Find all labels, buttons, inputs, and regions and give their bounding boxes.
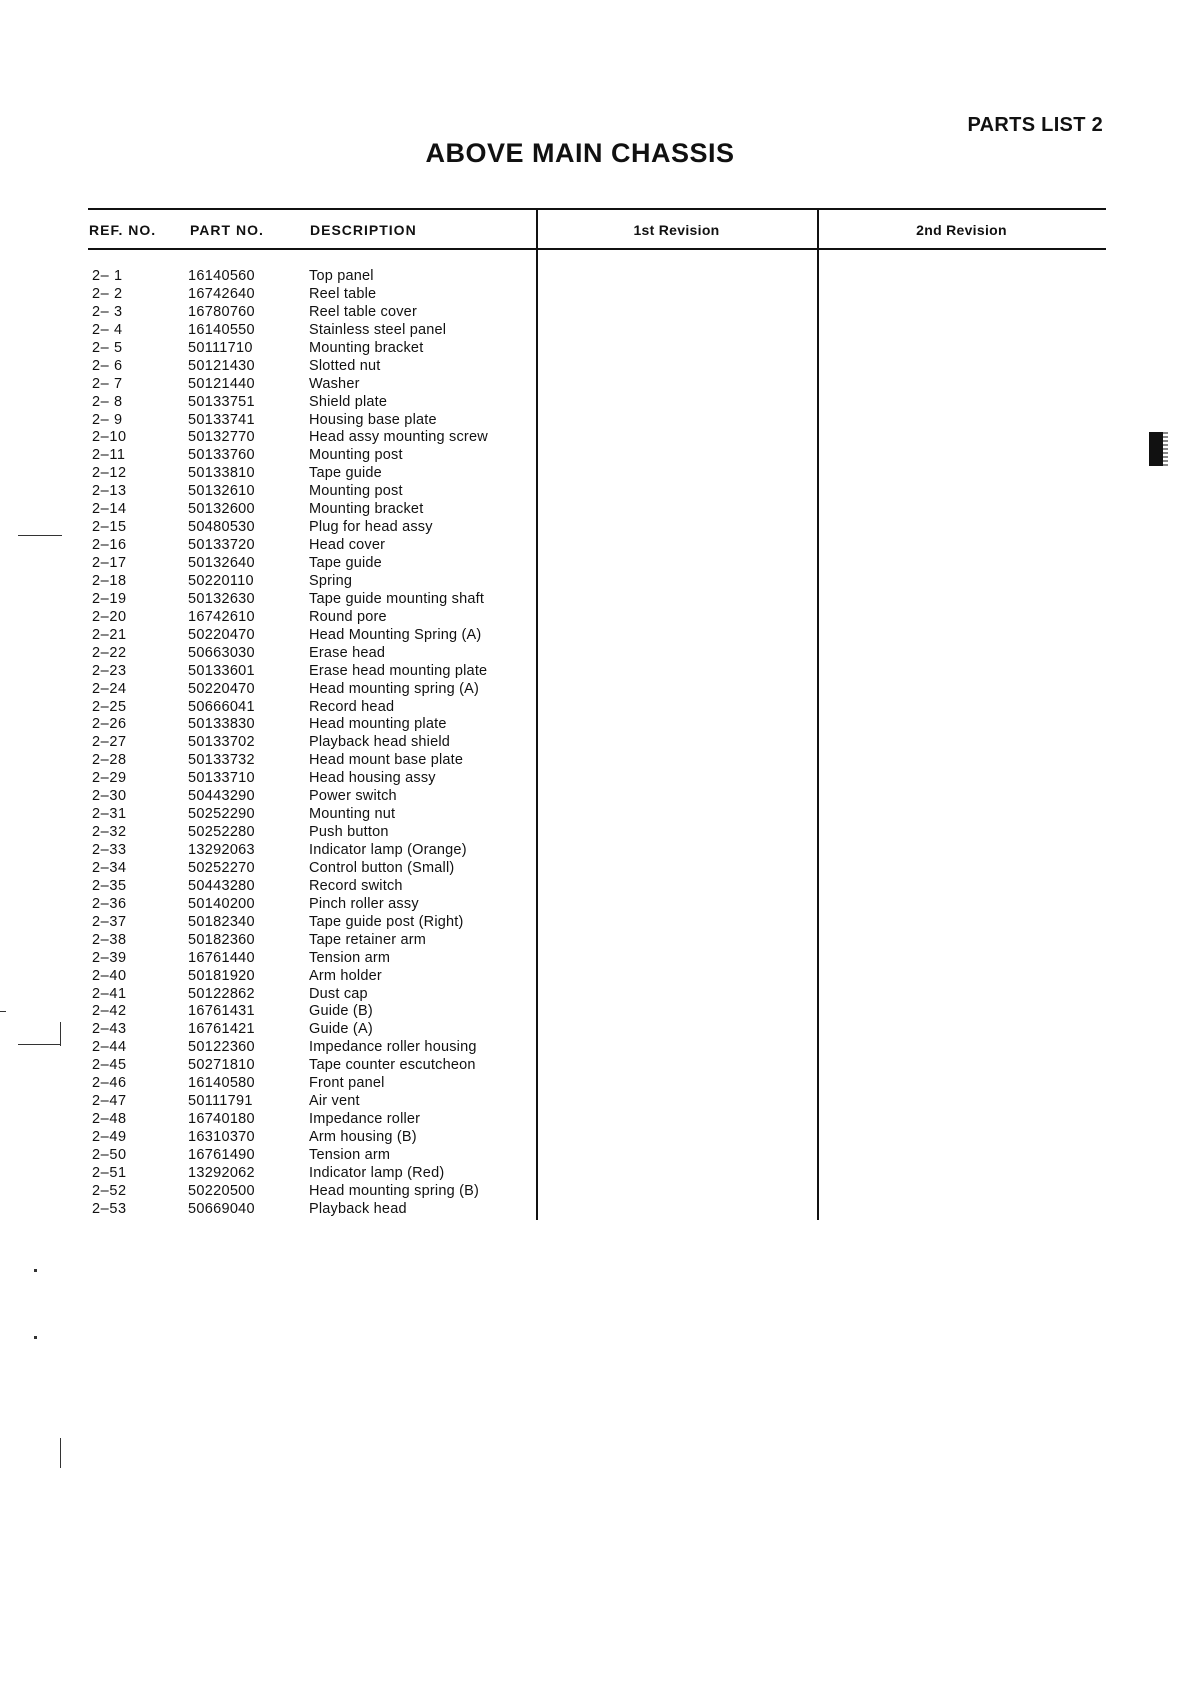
ref-cell: 2–47 — [92, 1093, 127, 1110]
description-cell: Tension arm — [309, 1146, 391, 1163]
table-row — [88, 501, 536, 519]
ref-cell: 2–33 — [92, 842, 127, 858]
description-cell: Tape counter escutcheon — [309, 1057, 476, 1074]
table-row — [88, 429, 536, 447]
table-row — [88, 752, 536, 770]
description-cell: Head assy mounting screw — [309, 429, 488, 446]
part-number-cell: 16761490 — [188, 1146, 255, 1163]
table-row — [88, 645, 536, 663]
ref-cell: 2–14 — [92, 501, 127, 518]
table-row — [88, 681, 536, 699]
table-row — [88, 806, 536, 824]
part-number-cell: 50133741 — [188, 411, 255, 428]
part-number-cell: 50182360 — [188, 931, 255, 948]
description-cell: Mounting nut — [309, 806, 396, 823]
part-number-cell: 50182340 — [188, 913, 255, 930]
ref-cell: 2–36 — [92, 895, 127, 912]
part-number-cell: 50132610 — [188, 483, 255, 500]
table-row — [88, 555, 536, 573]
margin-mark — [18, 1044, 60, 1045]
part-number-cell: 16140560 — [188, 268, 255, 284]
part-number-cell: 50252270 — [188, 859, 255, 876]
table-row — [88, 537, 536, 555]
part-number-cell: 16761431 — [188, 1003, 255, 1020]
ref-cell: 2–40 — [92, 967, 127, 984]
part-number-cell: 50443290 — [188, 788, 255, 805]
description-cell: Head mounting plate — [309, 716, 447, 733]
ref-cell: 2–12 — [92, 465, 127, 482]
description-cell: Erase head mounting plate — [309, 662, 488, 679]
description-cell: Mounting bracket — [309, 339, 424, 356]
ref-cell: 2– 9 — [92, 411, 123, 428]
ref-cell: 2– 2 — [92, 285, 123, 302]
table-row — [88, 286, 536, 304]
table-row — [88, 950, 536, 968]
table-row — [88, 322, 536, 340]
description-cell: Round pore — [309, 608, 387, 625]
description-cell: Guide (B) — [309, 1003, 373, 1020]
description-cell: Front panel — [309, 1075, 385, 1092]
ref-cell: 2–35 — [92, 877, 127, 894]
description-cell: Impedance roller — [309, 1111, 421, 1128]
table-row — [88, 896, 536, 914]
description-cell: Control button (Small) — [309, 859, 455, 876]
column-divider-1 — [536, 208, 538, 1220]
description-cell: Record switch — [309, 877, 403, 894]
description-cell: Record head — [309, 698, 395, 715]
description-cell: Playback head shield — [309, 734, 451, 751]
description-cell: Shield plate — [309, 393, 388, 410]
description-cell: Top panel — [309, 268, 374, 284]
ref-cell: 2–45 — [92, 1057, 127, 1074]
table-row — [88, 734, 536, 752]
description-cell: Arm housing (B) — [309, 1129, 417, 1145]
description-cell: Indicator lamp (Red) — [309, 1164, 445, 1181]
ref-cell: 2–39 — [92, 949, 127, 966]
part-number-cell: 16742640 — [188, 285, 255, 302]
margin-mark — [0, 1011, 6, 1012]
table-row — [88, 1075, 536, 1093]
description-cell: Head housing assy — [309, 770, 436, 787]
table-top-rule — [88, 208, 1106, 210]
part-number-cell: 50132630 — [188, 590, 255, 607]
description-cell: Tape guide — [309, 465, 382, 482]
description-cell: Head mount base plate — [309, 752, 464, 769]
description-cell: Head mounting spring (A) — [309, 680, 480, 697]
table-row — [88, 358, 536, 376]
part-number-cell: 50669040 — [188, 1200, 255, 1217]
part-number-cell: 16310370 — [188, 1129, 255, 1145]
column-header-first-revision: 1st Revision — [633, 222, 720, 238]
table-row — [88, 932, 536, 950]
ref-cell: 2–52 — [92, 1182, 127, 1199]
description-cell: Mounting post — [309, 483, 403, 500]
table-row — [88, 412, 536, 430]
column-header-second-revision: 2nd Revision — [916, 222, 1007, 238]
ref-cell: 2–21 — [92, 626, 127, 643]
ref-cell: 2–29 — [92, 770, 127, 787]
description-cell: Impedance roller housing — [309, 1039, 477, 1056]
part-number-cell: 50443280 — [188, 877, 255, 894]
part-number-cell: 50220500 — [188, 1182, 255, 1199]
description-cell: Washer — [309, 375, 360, 392]
page-tab-marker — [1149, 432, 1163, 466]
table-row — [88, 1147, 536, 1165]
ref-cell: 2–13 — [92, 483, 127, 500]
ref-cell: 2– 8 — [92, 393, 123, 410]
part-number-cell: 50140200 — [188, 895, 255, 912]
ref-cell: 2–16 — [92, 537, 127, 554]
description-cell: Mounting post — [309, 447, 403, 464]
ref-cell: 2–53 — [92, 1200, 127, 1217]
page-tab-marker-edge — [1163, 432, 1168, 466]
margin-mark — [34, 1269, 37, 1272]
table-row — [88, 1129, 536, 1147]
part-number-cell: 50133710 — [188, 770, 255, 787]
ref-cell: 2–27 — [92, 734, 127, 751]
description-cell: Tape guide — [309, 555, 382, 571]
part-number-cell: 50663030 — [188, 644, 255, 661]
part-number-cell: 50132770 — [188, 429, 255, 446]
table-row — [88, 627, 536, 645]
description-cell: Slotted nut — [309, 357, 381, 374]
ref-cell: 2–22 — [92, 644, 127, 661]
table-row — [88, 860, 536, 878]
table-row — [88, 1021, 536, 1039]
ref-cell: 2– 3 — [92, 303, 123, 320]
description-cell: Tape guide mounting shaft — [309, 590, 485, 607]
table-row — [88, 1183, 536, 1201]
description-cell: Plug for head assy — [309, 519, 433, 536]
table-row — [88, 878, 536, 896]
description-cell: Spring — [309, 572, 353, 589]
table-row — [88, 609, 536, 627]
part-number-cell: 50122862 — [188, 985, 255, 1002]
ref-cell: 2–18 — [92, 572, 127, 589]
ref-cell: 2–49 — [92, 1129, 127, 1145]
part-number-cell: 50133601 — [188, 662, 255, 679]
margin-mark — [34, 1336, 37, 1339]
part-number-cell: 50132600 — [188, 501, 255, 518]
ref-cell: 2– 7 — [92, 375, 123, 392]
part-number-cell: 50122360 — [188, 1039, 255, 1056]
ref-cell: 2–41 — [92, 985, 127, 1002]
table-row — [88, 268, 536, 286]
part-number-cell: 50181920 — [188, 967, 255, 984]
table-body — [88, 268, 536, 1219]
description-cell: Power switch — [309, 788, 397, 805]
ref-cell: 2–38 — [92, 931, 127, 948]
description-cell: Head cover — [309, 537, 386, 554]
ref-cell: 2–20 — [92, 608, 127, 625]
part-number-cell: 50480530 — [188, 519, 255, 536]
part-number-cell: 16761421 — [188, 1021, 255, 1038]
description-cell: Guide (A) — [309, 1021, 373, 1038]
column-header-ref: REF. NO. — [89, 222, 157, 238]
ref-cell: 2–15 — [92, 519, 127, 536]
ref-cell: 2– 4 — [92, 321, 123, 338]
description-cell: Playback head — [309, 1200, 407, 1217]
table-row — [88, 465, 536, 483]
description-cell: Reel table — [309, 285, 377, 302]
ref-cell: 2–48 — [92, 1111, 127, 1128]
part-number-cell: 50111791 — [188, 1093, 253, 1110]
ref-cell: 2–23 — [92, 662, 127, 679]
part-number-cell: 50133751 — [188, 393, 255, 410]
ref-cell: 2– 1 — [92, 268, 123, 284]
ref-cell: 2–42 — [92, 1003, 127, 1020]
description-cell: Pinch roller assy — [309, 895, 419, 912]
section-label: PARTS LIST 2 — [967, 114, 1103, 136]
column-header-part: PART NO. — [190, 222, 264, 238]
part-number-cell: 16761440 — [188, 949, 255, 966]
part-number-cell: 16740180 — [188, 1111, 255, 1128]
ref-cell: 2–46 — [92, 1075, 127, 1092]
ref-cell: 2–32 — [92, 824, 127, 841]
description-cell: Arm holder — [309, 967, 382, 984]
ref-cell: 2–50 — [92, 1146, 127, 1163]
table-row — [88, 1039, 536, 1057]
table-row — [88, 716, 536, 734]
part-number-cell: 16780760 — [188, 303, 255, 320]
table-row — [88, 788, 536, 806]
part-number-cell: 50133720 — [188, 537, 255, 554]
part-number-cell: 50111710 — [188, 339, 253, 356]
ref-cell: 2–31 — [92, 806, 127, 823]
margin-mark — [18, 535, 62, 536]
ref-cell: 2–30 — [92, 788, 127, 805]
table-row — [88, 1093, 536, 1111]
table-row — [88, 699, 536, 717]
table-row — [88, 1201, 536, 1219]
table-row — [88, 986, 536, 1004]
ref-cell: 2–17 — [92, 555, 127, 571]
part-number-cell: 50252290 — [188, 806, 255, 823]
part-number-cell: 50121440 — [188, 375, 255, 392]
ref-cell: 2–11 — [92, 447, 126, 464]
part-number-cell: 50133702 — [188, 734, 255, 751]
description-cell: Erase head — [309, 644, 386, 661]
part-number-cell: 13292063 — [188, 842, 255, 858]
ref-cell: 2– 5 — [92, 339, 123, 356]
table-row — [88, 340, 536, 358]
ref-cell: 2–34 — [92, 859, 127, 876]
table-row — [88, 1165, 536, 1183]
part-number-cell: 50133830 — [188, 716, 255, 733]
table-row — [88, 591, 536, 609]
ref-cell: 2–24 — [92, 680, 127, 697]
part-number-cell: 13292062 — [188, 1164, 255, 1181]
table-row — [88, 914, 536, 932]
description-cell: Indicator lamp (Orange) — [309, 842, 467, 858]
description-cell: Mounting bracket — [309, 501, 424, 518]
ref-cell: 2–25 — [92, 698, 127, 715]
ref-cell: 2–37 — [92, 913, 127, 930]
description-cell: Air vent — [309, 1093, 360, 1110]
margin-mark — [60, 1438, 61, 1468]
part-number-cell: 50220470 — [188, 626, 255, 643]
part-number-cell: 50220470 — [188, 680, 255, 697]
table-row — [88, 483, 536, 501]
table-header-rule — [88, 248, 1106, 250]
part-number-cell: 16140580 — [188, 1075, 255, 1092]
ref-cell: 2– 6 — [92, 357, 123, 374]
part-number-cell: 50133732 — [188, 752, 255, 769]
table-row — [88, 1003, 536, 1021]
description-cell: Tension arm — [309, 949, 391, 966]
column-header-description: DESCRIPTION — [310, 222, 417, 238]
table-row — [88, 968, 536, 986]
table-row — [88, 519, 536, 537]
ref-cell: 2–44 — [92, 1039, 127, 1056]
description-cell: Dust cap — [309, 985, 368, 1002]
table-row — [88, 394, 536, 412]
table-row — [88, 573, 536, 591]
ref-cell: 2–10 — [92, 429, 127, 446]
table-row — [88, 770, 536, 788]
description-cell: Push button — [309, 824, 389, 841]
part-number-cell: 50121430 — [188, 357, 255, 374]
ref-cell: 2–19 — [92, 590, 127, 607]
table-row — [88, 663, 536, 681]
table-row — [88, 376, 536, 394]
table-row — [88, 1057, 536, 1075]
part-number-cell: 50252280 — [188, 824, 255, 841]
part-number-cell: 50132640 — [188, 555, 255, 571]
part-number-cell: 50133810 — [188, 465, 255, 482]
description-cell: Reel table cover — [309, 303, 417, 320]
part-number-cell: 50271810 — [188, 1057, 255, 1074]
table-row — [88, 824, 536, 842]
part-number-cell: 50220110 — [188, 572, 254, 589]
description-cell: Head Mounting Spring (A) — [309, 626, 482, 643]
page-title: ABOVE MAIN CHASSIS — [425, 138, 735, 168]
description-cell: Tape retainer arm — [309, 931, 427, 948]
ref-cell: 2–43 — [92, 1021, 127, 1038]
description-cell: Stainless steel panel — [309, 321, 447, 338]
part-number-cell: 16140550 — [188, 321, 255, 338]
part-number-cell: 50666041 — [188, 698, 255, 715]
ref-cell: 2–26 — [92, 716, 127, 733]
part-number-cell: 50133760 — [188, 447, 255, 464]
column-divider-2 — [817, 208, 819, 1220]
description-cell: Head mounting spring (B) — [309, 1182, 480, 1199]
ref-cell: 2–51 — [92, 1164, 127, 1181]
description-cell: Tape guide post (Right) — [309, 913, 464, 930]
margin-mark — [60, 1022, 61, 1046]
part-number-cell: 16742610 — [188, 608, 255, 625]
description-cell: Housing base plate — [309, 411, 437, 428]
table-row — [88, 1111, 536, 1129]
ref-cell: 2–28 — [92, 752, 127, 769]
table-row — [88, 447, 536, 465]
table-row — [88, 842, 536, 860]
table-row — [88, 304, 536, 322]
